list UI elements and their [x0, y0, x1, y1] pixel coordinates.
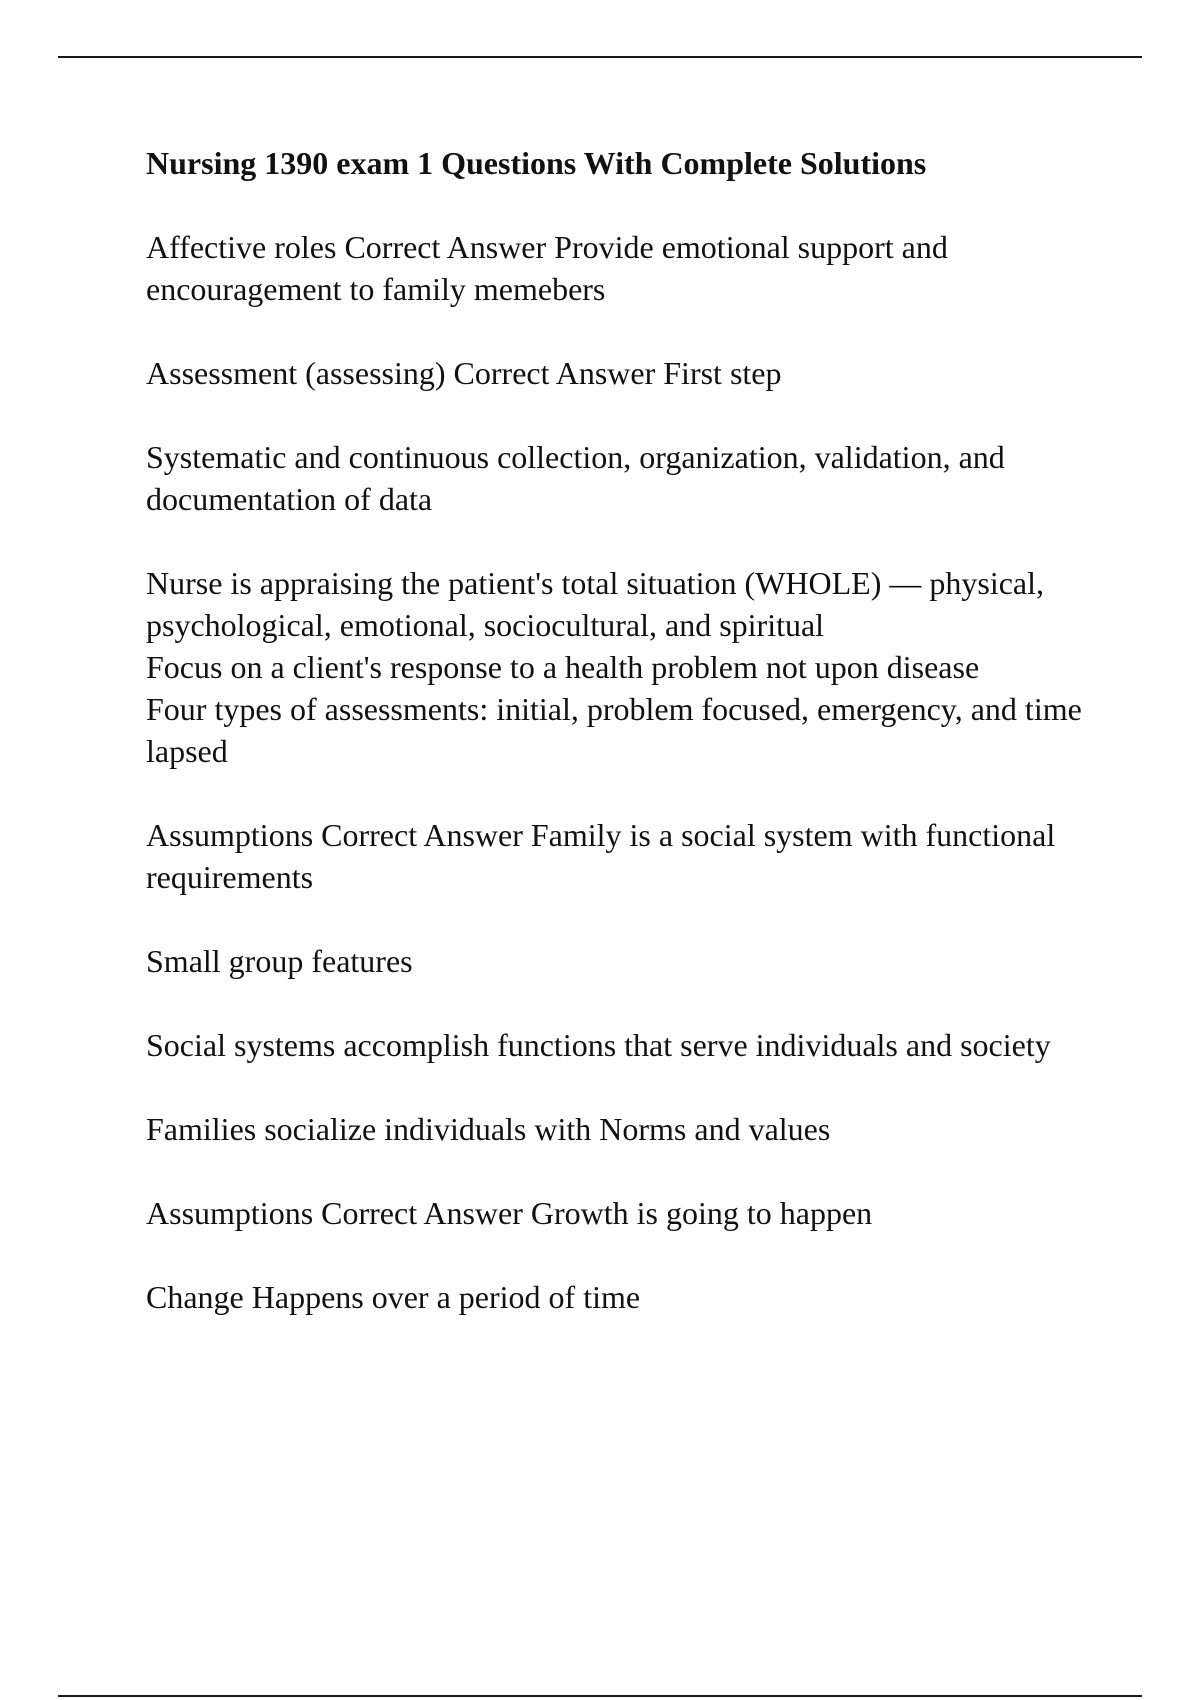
- paragraph: Focus on a client's response to a health problem not upon disease: [146, 649, 980, 685]
- paragraph: Systematic and continuous collection, organization, validation, and documentation of data: [146, 439, 1005, 517]
- paragraph: Four types of assessments: initial, problem focused, emergency, and time lapsed: [146, 691, 1082, 769]
- header-rule: [58, 56, 1142, 58]
- paragraph: Small group features: [146, 943, 413, 979]
- footer-rule: [58, 1695, 1142, 1697]
- paragraph: Affective roles Correct Answer Provide emotional support and encouragement to family memebers: [146, 229, 948, 307]
- paragraph: Change Happens over a period of time: [146, 1279, 641, 1315]
- document-title: Nursing 1390 exam 1 Questions With Complete Solutions: [146, 145, 927, 181]
- paragraph: Families socialize individuals with Norms and values: [146, 1111, 831, 1147]
- document-body: [146, 142, 1096, 1360]
- paragraph: Social systems accomplish functions that serve individuals and society: [146, 1027, 1051, 1063]
- paragraph: Nurse is appraising the patient's total situation (WHOLE) — physical, psychological, emotional, sociocultural, and spiritual: [146, 565, 1045, 643]
- paragraph: Assumptions Correct Answer Growth is going to happen: [146, 1195, 873, 1231]
- paragraph: Assessment (assessing) Correct Answer First step: [146, 355, 782, 391]
- paragraph: Assumptions Correct Answer Family is a social system with functional requirements: [146, 817, 1056, 895]
